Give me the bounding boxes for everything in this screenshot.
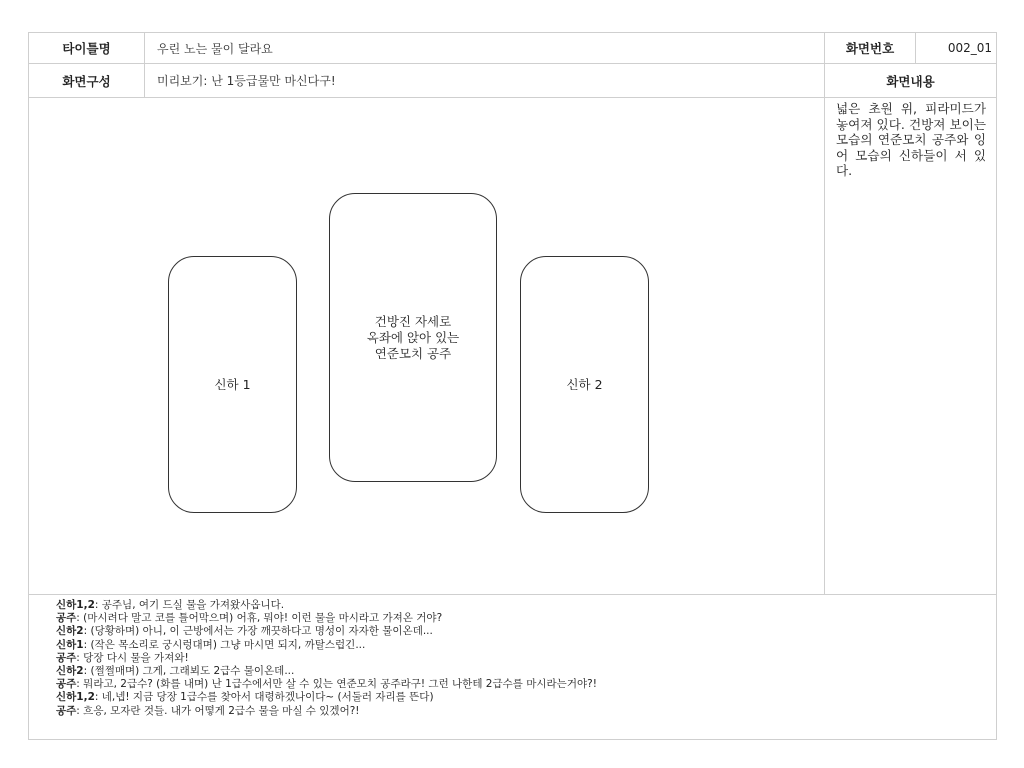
dialogue: : 뭐라고, 2급수? (화를 내며) 난 1급수에서만 살 수 있는 연준모치 공주라구! 그런 나한테 2급수를 마시라는거야?!: [76, 678, 597, 691]
composition-label: 화면구성: [62, 73, 111, 89]
dialogue: : 네,넵! 지금 당장 1급수를 찾아서 대령하겠나이다~ (서둘러 자리를 뜬다): [94, 691, 434, 704]
dialogue: : (쩔쩔매며) 그게, 그래뵈도 2급수 물이온데...: [83, 665, 295, 678]
screen-number-value: 002_01: [947, 41, 992, 55]
script-line: [56, 652, 597, 665]
speaker: 신하1,2: [56, 691, 95, 704]
dialogue: : (마시려다 말고 코를 틀어막으며) 어휴, 뭐야! 이런 물을 마시라고 가져온 거야?: [76, 612, 443, 625]
script-block: [56, 599, 597, 718]
script-line: [56, 625, 597, 638]
screen-number-label: 화면번호: [845, 41, 895, 56]
title-value: 우린 노는 물이 달라요: [157, 41, 273, 56]
script-line: [56, 639, 597, 652]
content-description: 넓은 초원 위, 피라미드가 놓여져 있다. 건방져 보이는 모습의 연준모치 공주와 잉어 모습의 신하들이 서 있다.: [836, 101, 986, 178]
speaker: 공주: [56, 651, 77, 664]
script-line: [56, 665, 597, 678]
dialogue: : 당장 다시 물을 가져와!: [76, 651, 189, 664]
speaker: 신하2: [56, 625, 84, 638]
script-line: [56, 705, 597, 718]
divider: [824, 33, 825, 594]
storyboard-sheet: [28, 32, 997, 740]
title-label: 타이틀명: [62, 41, 111, 56]
script-line: [56, 691, 597, 704]
speaker: 신하1,2: [56, 599, 95, 611]
composition-value: 미리보기: 난 1등급물만 마신다구!: [157, 74, 336, 88]
speaker: 신하2: [56, 665, 84, 678]
dialogue: : (당황하며) 아니, 이 근방에서는 가장 깨끗하다고 명성이 자자한 물이온데...: [83, 625, 433, 638]
dialogue: : (작은 목소리로 궁시렁대며) 그냥 마시면 되지, 까탈스럽긴...: [83, 638, 366, 651]
center-character-box: 건방진 자세로 옥좌에 앉아 있는 연준모치 공주: [329, 193, 497, 482]
speaker: 공주: [56, 612, 77, 625]
content-label: 화면내용: [886, 73, 935, 89]
script-line: [56, 678, 597, 691]
dialogue: : 공주님, 여기 드실 물을 가져왔사옵니다.: [94, 599, 285, 611]
divider: [29, 97, 996, 98]
left-character-box: 신하 1: [168, 256, 297, 513]
speaker: 공주: [56, 704, 77, 717]
speaker: 공주: [56, 678, 77, 691]
script-line: [56, 599, 597, 612]
right-character-box: 신하 2: [520, 256, 649, 513]
speaker: 신하1: [56, 638, 84, 651]
divider: [29, 594, 996, 595]
dialogue: : 흐응, 모자란 것들. 내가 어떻게 2급수 물을 마실 수 있겠어?!: [76, 704, 360, 717]
script-line: [56, 612, 597, 625]
